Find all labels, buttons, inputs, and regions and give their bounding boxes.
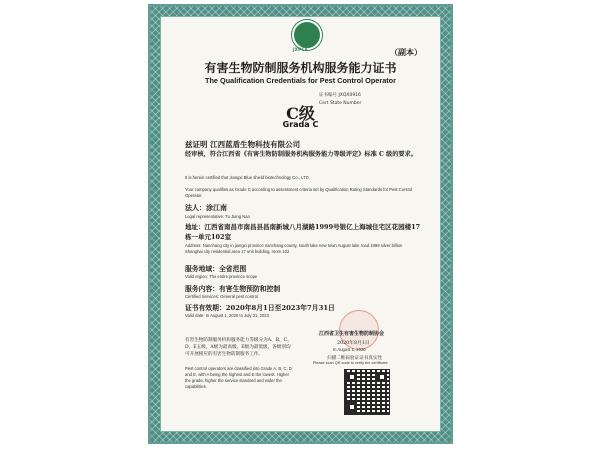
address-cn: 地址：江西省南昌市南昌县昌南新城八月湖路1999号银亿上海城住宅区花园楼17栋一单元102室 <box>185 223 421 241</box>
valid-period-cn: 证书有效期：2020年8月1日至2023年7月31日 <box>185 304 335 312</box>
address-en: Address: Nanchang city in jiangxi province nanchang county, south lake new town August lake road 1999 silver billion Shanghai city residential area 17 unit building, room 102 <box>185 243 403 254</box>
issuer-date-en: In August 1, 2020 <box>333 347 366 352</box>
cert-number-label: 证书编号 <box>319 93 337 98</box>
evaluation-line-en-1: It is herein certified that Jiangxi Blue shield biotechnology Co., LTD. <box>185 175 310 180</box>
title-cn: 有害生物防制服务机构服务能力证书 <box>204 61 397 75</box>
cert-number-value: JXQX0916 <box>338 93 361 98</box>
scan-note-en: Please scan QR code to verify the certificate <box>313 361 388 365</box>
evaluation-line-en-2: Your company qualifies as Grade C according to assessment criteria set by Qualification Rating Standards for Pest Control Operator. <box>185 187 413 198</box>
cert-number-en: Cert State Number <box>319 101 362 106</box>
cert-number <box>319 92 361 98</box>
certificate-paper <box>160 16 441 432</box>
scan-note-cn: 扫描二维码验证证书真实性 <box>327 356 383 361</box>
service-content-cn: 服务内容：有害生物预防和控制 <box>185 285 281 293</box>
qr-code-icon <box>344 369 390 415</box>
grading-note-en: Pest control operators are classified into Grade A, B, C, D and E, with A being the highest and E the lowest. Higher the grade, higher the service standard and wider the capabilities. <box>185 366 292 389</box>
grade-cn: C级 <box>286 104 315 123</box>
issuer-date-cn: 2020年8月1日 <box>337 341 370 346</box>
certificate-frame <box>148 4 453 444</box>
valid-period-en: Valid date: In August 1, 2020 to July 31, 2023 <box>185 313 269 318</box>
issuer-name: 江西省卫生有害生物防制协会 <box>319 331 385 337</box>
service-region-cn: 服务地域：全省范围 <box>185 265 247 273</box>
grade-en: Grada C <box>282 120 319 129</box>
legal-representative-cn: 法人：涂江南 <box>185 203 227 212</box>
legal-representative-en: Legal representative: Tu Jiang Nan <box>185 214 250 219</box>
title-en: The Qualification Credentials for Pest Control Operator <box>205 76 396 85</box>
service-region-en: Valid region: The entire province scope <box>185 274 258 279</box>
grading-note-cn: 有害生物防制服务机构服务能力等级分为A、B、C、D、E五级，A级为最高级，E级为最低级，各级别均可开展相应的有害生物防制服务工作。 <box>185 338 292 357</box>
service-content-en: Certified Services: General pest control <box>185 294 258 299</box>
association-logo-icon <box>292 20 322 50</box>
evaluation-line-cn: 经审核，符合江西省《有害生物防制服务机构服务能力等级评定》标准 C 级的要求。 <box>185 151 417 158</box>
copy-mark: （副本） <box>390 47 422 57</box>
company-line: 兹证明 江西蓝盾生物科技有限公司 <box>185 140 301 149</box>
association-logo-text: JXPCA <box>292 47 309 52</box>
